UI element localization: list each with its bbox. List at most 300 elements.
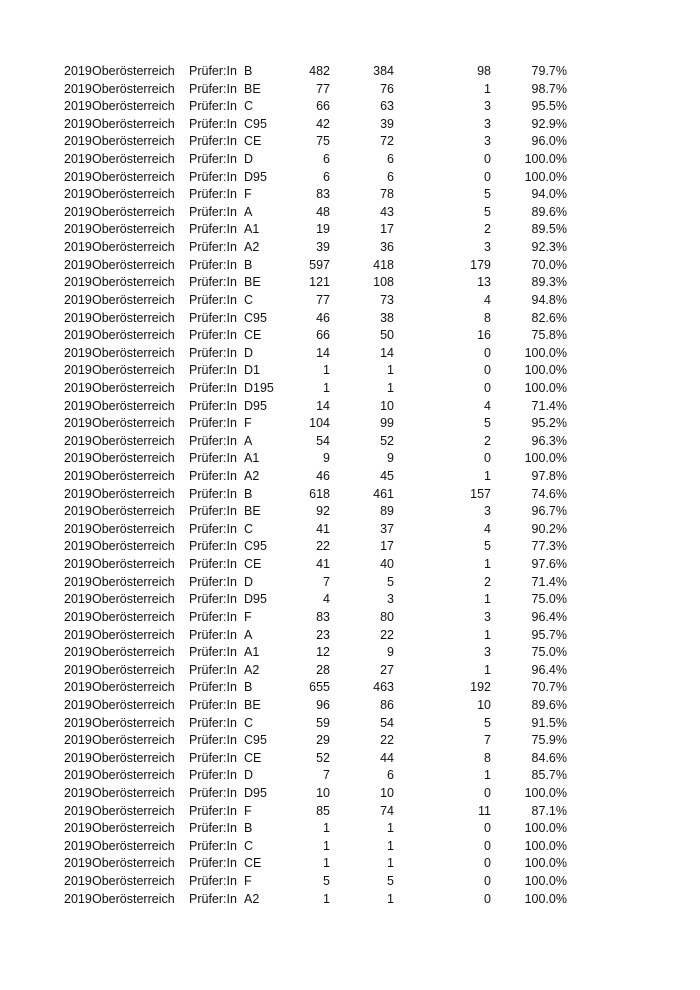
pass-rate-cell: 98.7% <box>531 81 567 96</box>
year-cell: 2019 <box>64 609 92 624</box>
table-row <box>0 116 700 134</box>
table-row <box>0 398 700 416</box>
year-cell: 2019 <box>64 557 92 572</box>
pass-rate-cell: 100.0% <box>524 785 567 800</box>
region-cell: Oberösterreich <box>92 856 175 871</box>
year-cell: 2019 <box>64 469 92 484</box>
role-cell: Prüfer:In <box>189 574 237 589</box>
role-cell: Prüfer:In <box>189 169 237 184</box>
failed-cell: 0 <box>484 451 491 466</box>
pass-rate-cell: 90.2% <box>531 521 567 536</box>
license-class-cell: C <box>244 838 254 853</box>
year-cell: 2019 <box>64 328 92 343</box>
license-class-cell: F <box>244 187 252 202</box>
failed-cell: 8 <box>484 750 491 765</box>
region-cell: Oberösterreich <box>92 116 175 131</box>
total-cell: 10 <box>316 785 330 800</box>
license-class-cell: C <box>244 521 254 536</box>
table-row <box>0 750 700 768</box>
failed-cell: 3 <box>484 116 491 131</box>
passed-cell: 1 <box>387 856 394 871</box>
license-class-cell: A2 <box>244 240 260 255</box>
pass-rate-cell: 89.6% <box>531 204 567 219</box>
table-row <box>0 662 700 680</box>
license-class-cell: CE <box>244 750 262 765</box>
pass-rate-cell: 100.0% <box>524 451 567 466</box>
passed-cell: 73 <box>380 292 394 307</box>
pass-rate-cell: 87.1% <box>531 803 567 818</box>
role-cell: Prüfer:In <box>189 240 237 255</box>
region-cell: Oberösterreich <box>92 715 175 730</box>
region-cell: Oberösterreich <box>92 187 175 202</box>
year-cell: 2019 <box>64 99 92 114</box>
failed-cell: 11 <box>478 803 491 818</box>
passed-cell: 38 <box>380 310 394 325</box>
pass-rate-cell: 95.5% <box>531 99 567 114</box>
role-cell: Prüfer:In <box>189 504 237 519</box>
year-cell: 2019 <box>64 592 92 607</box>
failed-cell: 1 <box>484 469 491 484</box>
passed-cell: 418 <box>373 257 394 272</box>
passed-cell: 74 <box>380 803 394 818</box>
license-class-cell: D195 <box>244 380 274 395</box>
total-cell: 77 <box>316 292 330 307</box>
license-class-cell: D <box>244 768 254 783</box>
table-row <box>0 133 700 151</box>
table-row <box>0 63 700 81</box>
role-cell: Prüfer:In <box>189 539 237 554</box>
passed-cell: 50 <box>380 328 394 343</box>
year-cell: 2019 <box>64 627 92 642</box>
failed-cell: 5 <box>484 187 491 202</box>
license-class-cell: A <box>244 433 253 448</box>
license-class-cell: D <box>244 345 254 360</box>
role-cell: Prüfer:In <box>189 697 237 712</box>
region-cell: Oberösterreich <box>92 469 175 484</box>
region-cell: Oberösterreich <box>92 81 175 96</box>
table-row <box>0 81 700 99</box>
total-cell: 77 <box>316 81 330 96</box>
pass-rate-cell: 100.0% <box>524 169 567 184</box>
table-row <box>0 169 700 187</box>
passed-cell: 1 <box>387 363 394 378</box>
license-class-cell: C95 <box>244 733 267 748</box>
pass-rate-cell: 89.5% <box>531 222 567 237</box>
total-cell: 655 <box>309 680 330 695</box>
failed-cell: 1 <box>484 557 491 572</box>
table-row <box>0 574 700 592</box>
total-cell: 41 <box>316 521 330 536</box>
role-cell: Prüfer:In <box>189 715 237 730</box>
table-row <box>0 627 700 645</box>
table-row <box>0 310 700 328</box>
year-cell: 2019 <box>64 116 92 131</box>
region-cell: Oberösterreich <box>92 275 175 290</box>
license-class-cell: B <box>244 486 253 501</box>
region-cell: Oberösterreich <box>92 99 175 114</box>
table-row <box>0 257 700 275</box>
passed-cell: 86 <box>380 697 394 712</box>
table-row <box>0 503 700 521</box>
year-cell: 2019 <box>64 380 92 395</box>
role-cell: Prüfer:In <box>189 134 237 149</box>
total-cell: 54 <box>316 433 330 448</box>
total-cell: 12 <box>316 645 330 660</box>
region-cell: Oberösterreich <box>92 64 175 78</box>
failed-cell: 5 <box>484 204 491 219</box>
passed-cell: 10 <box>380 398 394 413</box>
total-cell: 83 <box>316 187 330 202</box>
table-row <box>0 345 700 363</box>
license-class-cell: A <box>244 627 253 642</box>
year-cell: 2019 <box>64 134 92 149</box>
table-row <box>0 468 700 486</box>
year-cell: 2019 <box>64 504 92 519</box>
role-cell: Prüfer:In <box>189 81 237 96</box>
total-cell: 39 <box>316 240 330 255</box>
total-cell: 22 <box>316 539 330 554</box>
passed-cell: 72 <box>380 134 394 149</box>
license-class-cell: C95 <box>244 310 267 325</box>
pass-rate-cell: 95.7% <box>531 627 567 642</box>
role-cell: Prüfer:In <box>189 292 237 307</box>
license-class-cell: C95 <box>244 539 267 554</box>
region-cell: Oberösterreich <box>92 240 175 255</box>
role-cell: Prüfer:In <box>189 768 237 783</box>
failed-cell: 0 <box>484 891 491 906</box>
failed-cell: 3 <box>484 504 491 519</box>
total-cell: 83 <box>316 609 330 624</box>
failed-cell: 5 <box>484 416 491 431</box>
pass-rate-cell: 100.0% <box>524 838 567 853</box>
passed-cell: 6 <box>387 768 394 783</box>
region-cell: Oberösterreich <box>92 169 175 184</box>
pass-rate-cell: 96.3% <box>531 433 567 448</box>
year-cell: 2019 <box>64 257 92 272</box>
region-cell: Oberösterreich <box>92 486 175 501</box>
license-class-cell: BE <box>244 81 261 96</box>
table-row <box>0 204 700 222</box>
table-row <box>0 239 700 257</box>
failed-cell: 1 <box>484 81 491 96</box>
failed-cell: 2 <box>484 222 491 237</box>
table-row <box>0 186 700 204</box>
failed-cell: 5 <box>484 715 491 730</box>
failed-cell: 2 <box>484 574 491 589</box>
total-cell: 46 <box>316 310 330 325</box>
region-cell: Oberösterreich <box>92 433 175 448</box>
passed-cell: 5 <box>387 874 394 889</box>
data-table <box>0 63 700 908</box>
total-cell: 1 <box>323 838 330 853</box>
passed-cell: 22 <box>380 733 394 748</box>
total-cell: 1 <box>323 891 330 906</box>
table-row <box>0 538 700 556</box>
license-class-cell: D95 <box>244 169 267 184</box>
pass-rate-cell: 74.6% <box>531 486 567 501</box>
total-cell: 121 <box>309 275 330 290</box>
total-cell: 1 <box>323 856 330 871</box>
passed-cell: 17 <box>380 222 394 237</box>
total-cell: 482 <box>309 64 330 78</box>
passed-cell: 461 <box>373 486 394 501</box>
passed-cell: 27 <box>380 662 394 677</box>
license-class-cell: BE <box>244 275 261 290</box>
table-row <box>0 521 700 539</box>
role-cell: Prüfer:In <box>189 99 237 114</box>
year-cell: 2019 <box>64 204 92 219</box>
role-cell: Prüfer:In <box>189 785 237 800</box>
failed-cell: 3 <box>484 134 491 149</box>
region-cell: Oberösterreich <box>92 204 175 219</box>
total-cell: 92 <box>316 504 330 519</box>
passed-cell: 52 <box>380 433 394 448</box>
role-cell: Prüfer:In <box>189 891 237 906</box>
passed-cell: 54 <box>380 715 394 730</box>
region-cell: Oberösterreich <box>92 838 175 853</box>
role-cell: Prüfer:In <box>189 328 237 343</box>
region-cell: Oberösterreich <box>92 398 175 413</box>
passed-cell: 1 <box>387 891 394 906</box>
role-cell: Prüfer:In <box>189 257 237 272</box>
license-class-cell: A <box>244 204 253 219</box>
license-class-cell: D95 <box>244 592 267 607</box>
pass-rate-cell: 92.3% <box>531 240 567 255</box>
year-cell: 2019 <box>64 750 92 765</box>
failed-cell: 1 <box>484 592 491 607</box>
passed-cell: 63 <box>380 99 394 114</box>
table-row <box>0 609 700 627</box>
table-row <box>0 785 700 803</box>
role-cell: Prüfer:In <box>189 363 237 378</box>
license-class-cell: C <box>244 715 254 730</box>
region-cell: Oberösterreich <box>92 557 175 572</box>
role-cell: Prüfer:In <box>189 803 237 818</box>
failed-cell: 0 <box>484 785 491 800</box>
role-cell: Prüfer:In <box>189 380 237 395</box>
failed-cell: 0 <box>484 838 491 853</box>
year-cell: 2019 <box>64 785 92 800</box>
table-row <box>0 433 700 451</box>
passed-cell: 9 <box>387 451 394 466</box>
failed-cell: 0 <box>484 821 491 836</box>
total-cell: 46 <box>316 469 330 484</box>
pass-rate-cell: 96.0% <box>531 134 567 149</box>
role-cell: Prüfer:In <box>189 486 237 501</box>
table-row <box>0 715 700 733</box>
table-row <box>0 838 700 856</box>
license-class-cell: CE <box>244 557 262 572</box>
passed-cell: 9 <box>387 645 394 660</box>
license-class-cell: A1 <box>244 222 260 237</box>
passed-cell: 80 <box>380 609 394 624</box>
passed-cell: 1 <box>387 380 394 395</box>
failed-cell: 3 <box>484 99 491 114</box>
total-cell: 19 <box>316 222 330 237</box>
year-cell: 2019 <box>64 292 92 307</box>
year-cell: 2019 <box>64 398 92 413</box>
role-cell: Prüfer:In <box>189 627 237 642</box>
year-cell: 2019 <box>64 169 92 184</box>
license-class-cell: F <box>244 416 252 431</box>
table-row <box>0 820 700 838</box>
pass-rate-cell: 92.9% <box>531 116 567 131</box>
region-cell: Oberösterreich <box>92 821 175 836</box>
role-cell: Prüfer:In <box>189 345 237 360</box>
year-cell: 2019 <box>64 768 92 783</box>
role-cell: Prüfer:In <box>189 750 237 765</box>
pass-rate-cell: 70.0% <box>531 257 567 272</box>
failed-cell: 1 <box>484 627 491 642</box>
pass-rate-cell: 100.0% <box>524 821 567 836</box>
failed-cell: 179 <box>470 257 491 272</box>
total-cell: 4 <box>323 592 330 607</box>
region-cell: Oberösterreich <box>92 521 175 536</box>
license-class-cell: B <box>244 257 253 272</box>
role-cell: Prüfer:In <box>189 609 237 624</box>
failed-cell: 4 <box>484 398 491 413</box>
passed-cell: 40 <box>380 557 394 572</box>
year-cell: 2019 <box>64 433 92 448</box>
table-row <box>0 362 700 380</box>
region-cell: Oberösterreich <box>92 874 175 889</box>
total-cell: 7 <box>323 574 330 589</box>
passed-cell: 37 <box>380 521 394 536</box>
passed-cell: 1 <box>387 838 394 853</box>
failed-cell: 3 <box>484 609 491 624</box>
passed-cell: 463 <box>373 680 394 695</box>
passed-cell: 6 <box>387 169 394 184</box>
license-class-cell: A2 <box>244 469 260 484</box>
failed-cell: 157 <box>470 486 491 501</box>
region-cell: Oberösterreich <box>92 750 175 765</box>
region-cell: Oberösterreich <box>92 627 175 642</box>
failed-cell: 4 <box>484 521 491 536</box>
total-cell: 1 <box>323 821 330 836</box>
year-cell: 2019 <box>64 64 92 78</box>
total-cell: 1 <box>323 363 330 378</box>
failed-cell: 0 <box>484 345 491 360</box>
table-row <box>0 380 700 398</box>
role-cell: Prüfer:In <box>189 733 237 748</box>
license-class-cell: CE <box>244 328 262 343</box>
failed-cell: 192 <box>470 680 491 695</box>
role-cell: Prüfer:In <box>189 469 237 484</box>
passed-cell: 6 <box>387 152 394 167</box>
pass-rate-cell: 96.4% <box>531 662 567 677</box>
pass-rate-cell: 75.0% <box>531 592 567 607</box>
license-class-cell: D1 <box>244 363 260 378</box>
total-cell: 75 <box>316 134 330 149</box>
year-cell: 2019 <box>64 187 92 202</box>
year-cell: 2019 <box>64 521 92 536</box>
role-cell: Prüfer:In <box>189 398 237 413</box>
failed-cell: 10 <box>477 697 491 712</box>
failed-cell: 16 <box>477 328 491 343</box>
year-cell: 2019 <box>64 486 92 501</box>
role-cell: Prüfer:In <box>189 521 237 536</box>
failed-cell: 0 <box>484 874 491 889</box>
region-cell: Oberösterreich <box>92 574 175 589</box>
region-cell: Oberösterreich <box>92 504 175 519</box>
total-cell: 23 <box>316 627 330 642</box>
region-cell: Oberösterreich <box>92 222 175 237</box>
passed-cell: 384 <box>373 64 394 78</box>
total-cell: 42 <box>316 116 330 131</box>
pass-rate-cell: 84.6% <box>531 750 567 765</box>
region-cell: Oberösterreich <box>92 363 175 378</box>
region-cell: Oberösterreich <box>92 785 175 800</box>
failed-cell: 0 <box>484 169 491 184</box>
failed-cell: 0 <box>484 380 491 395</box>
region-cell: Oberösterreich <box>92 733 175 748</box>
year-cell: 2019 <box>64 81 92 96</box>
license-class-cell: C <box>244 292 254 307</box>
license-class-cell: A2 <box>244 891 260 906</box>
pass-rate-cell: 71.4% <box>531 398 567 413</box>
license-class-cell: F <box>244 609 252 624</box>
total-cell: 6 <box>323 169 330 184</box>
year-cell: 2019 <box>64 821 92 836</box>
failed-cell: 0 <box>484 856 491 871</box>
table-row <box>0 151 700 169</box>
license-class-cell: BE <box>244 504 261 519</box>
region-cell: Oberösterreich <box>92 451 175 466</box>
year-cell: 2019 <box>64 240 92 255</box>
license-class-cell: CE <box>244 856 262 871</box>
table-row <box>0 697 700 715</box>
pass-rate-cell: 95.2% <box>531 416 567 431</box>
passed-cell: 43 <box>380 204 394 219</box>
role-cell: Prüfer:In <box>189 838 237 853</box>
role-cell: Prüfer:In <box>189 433 237 448</box>
license-class-cell: C95 <box>244 116 267 131</box>
total-cell: 41 <box>316 557 330 572</box>
pass-rate-cell: 94.8% <box>531 292 567 307</box>
license-class-cell: B <box>244 821 253 836</box>
role-cell: Prüfer:In <box>189 310 237 325</box>
failed-cell: 3 <box>484 240 491 255</box>
role-cell: Prüfer:In <box>189 152 237 167</box>
role-cell: Prüfer:In <box>189 64 237 78</box>
pass-rate-cell: 70.7% <box>531 680 567 695</box>
year-cell: 2019 <box>64 733 92 748</box>
license-class-cell: B <box>244 64 253 78</box>
pass-rate-cell: 79.7% <box>531 64 567 78</box>
region-cell: Oberösterreich <box>92 380 175 395</box>
total-cell: 59 <box>316 715 330 730</box>
pass-rate-cell: 100.0% <box>524 380 567 395</box>
passed-cell: 5 <box>387 574 394 589</box>
passed-cell: 78 <box>380 187 394 202</box>
total-cell: 66 <box>316 99 330 114</box>
pass-rate-cell: 100.0% <box>524 345 567 360</box>
region-cell: Oberösterreich <box>92 292 175 307</box>
pass-rate-cell: 100.0% <box>524 891 567 906</box>
total-cell: 14 <box>316 398 330 413</box>
failed-cell: 1 <box>484 768 491 783</box>
passed-cell: 99 <box>380 416 394 431</box>
passed-cell: 76 <box>380 81 394 96</box>
year-cell: 2019 <box>64 416 92 431</box>
license-class-cell: BE <box>244 697 261 712</box>
pass-rate-cell: 89.6% <box>531 697 567 712</box>
region-cell: Oberösterreich <box>92 328 175 343</box>
passed-cell: 17 <box>380 539 394 554</box>
role-cell: Prüfer:In <box>189 416 237 431</box>
total-cell: 48 <box>316 204 330 219</box>
total-cell: 597 <box>309 257 330 272</box>
